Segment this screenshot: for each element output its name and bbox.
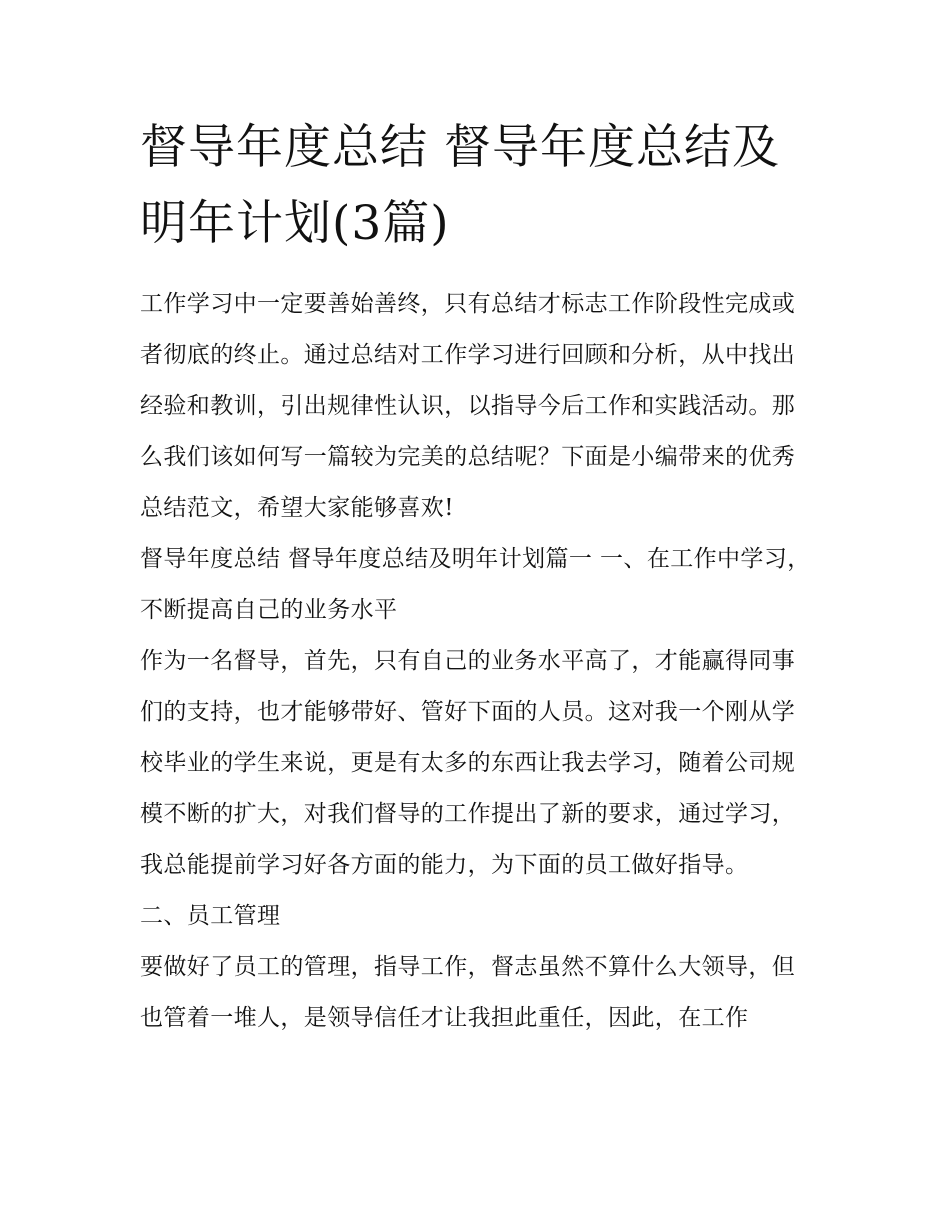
section-heading-2: 二、员工管理 (140, 903, 281, 929)
document-title: 督导年度总结 督导年度总结及明年计划(3篇) (140, 120, 780, 251)
body-paragraph-1: 作为一名督导，首先，只有自己的业务水平高了，才能赢得同事们的支持，也才能够带好、管好下面的人员。这对我一个刚从学校毕业的学生来说，更是有太多的东西让我去学习，随着公司规模不断的扩大，对我们督导的工作提出了新的要求，通过学习，我总能提前学习好各方面的能力，为下面的员工做好指导。 (140, 648, 796, 878)
section-heading-1: 督导年度总结 督导年度总结及明年计划篇一 一、在工作中学习，不断提高自己的业务水平 (140, 546, 811, 623)
intro-paragraph: 工作学习中一定要善始善终，只有总结才标志工作阶段性完成或者彻底的终止。通过总结对工作学习进行回顾和分析，从中找出经验和教训，引出规律性认识，以指导今后工作和实践活动。那么我们该如何写一篇较为完美的总结呢？下面是小编带来的优秀总结范文，希望大家能够喜欢! (140, 291, 796, 521)
document-page (140, 110, 815, 1044)
body-paragraph-2: 要做好了员工的管理，指导工作，督志虽然不算什么大领导，但也管着一堆人，是领导信任才让我担此重任，因此，在工作 (140, 954, 796, 1031)
